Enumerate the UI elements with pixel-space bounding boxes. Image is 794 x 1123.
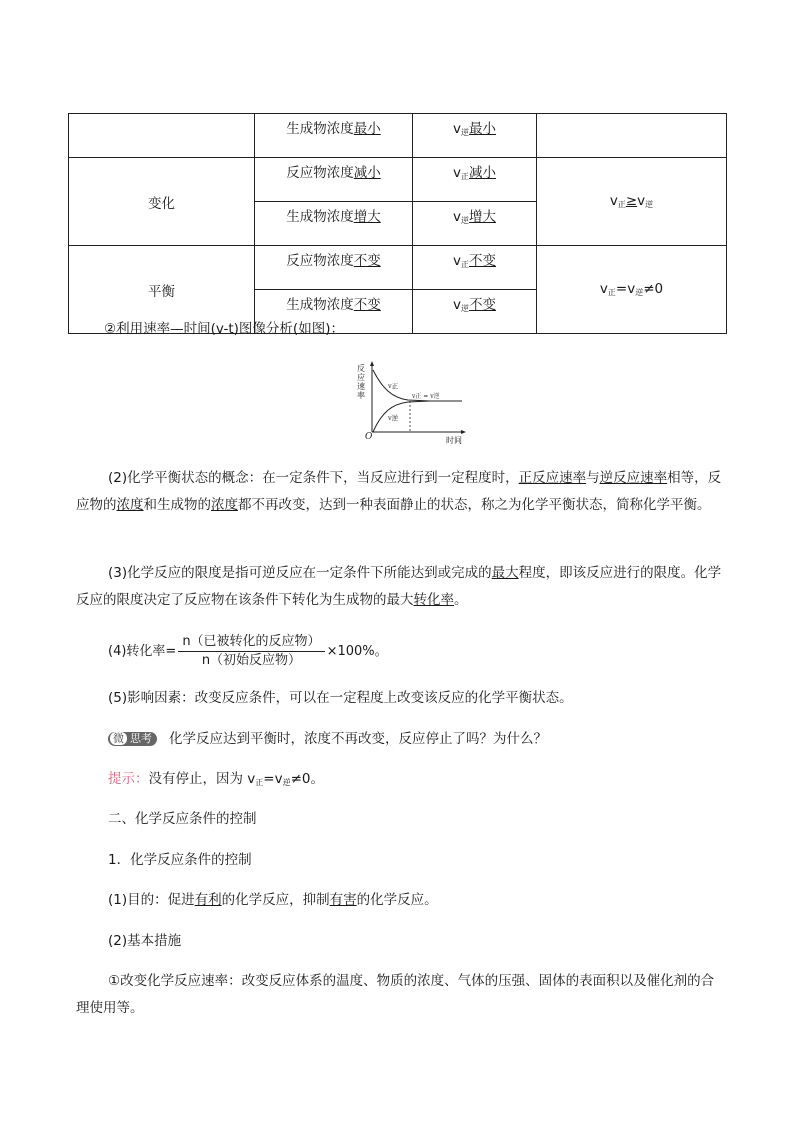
cell-underlined-text: 不变: [469, 297, 496, 313]
underlined-term: 最大: [491, 565, 519, 581]
underlined-term: 浓度: [116, 497, 144, 513]
table-cell: [537, 158, 727, 246]
subscript: 正: [617, 200, 626, 209]
velocity-symbol: v: [453, 165, 461, 181]
velocity-symbol: v: [609, 193, 618, 209]
table-cell: [413, 246, 537, 290]
y-axis-label-char: 应: [357, 373, 365, 382]
text: 和生成物的: [143, 497, 211, 513]
cell-underlined-text: 最小: [353, 121, 381, 137]
underlined-term: 有利: [194, 892, 222, 908]
cell-underlined-text: 增大: [353, 209, 381, 225]
subscript: 逆: [461, 128, 469, 137]
text: (3)化学反应的限度是指可逆反应在一定条件下所能达到或完成的: [108, 565, 492, 581]
text: 。: [454, 592, 468, 608]
subscript: 正: [607, 288, 616, 297]
cell-text: 生成物浓度: [286, 209, 354, 225]
paragraph-vt-intro: ②利用速率—时间(v-t)图像分析(如图)：: [104, 321, 344, 337]
x-axis-arrow: [461, 430, 466, 434]
y-axis-arrow: [370, 361, 374, 366]
text: 与: [586, 470, 600, 486]
text: (2)化学平衡状态的概念：在一定条件下，当反应进行到一定程度时，: [108, 470, 519, 486]
badge-text: 思考: [130, 732, 152, 745]
table-row: [69, 246, 727, 290]
table-cell: [255, 246, 413, 290]
row-label-balance: 平衡: [69, 246, 255, 334]
underlined-term: 有害: [329, 892, 357, 908]
text: 的化学反应，抑制: [221, 892, 330, 908]
paragraph-influencing-factors: (5)影响因素：改变反应条件，可以在一定程度上改变该反应的化学平衡状态。: [108, 690, 573, 706]
text: ≠0。: [290, 771, 324, 787]
y-axis-label-char: 速: [357, 382, 365, 391]
table-cell: [255, 158, 413, 202]
cell-text: 生成物浓度: [286, 121, 354, 137]
cell-text: 反应物浓度: [286, 253, 354, 269]
relation-symbol: ≥: [625, 193, 638, 209]
cell-underlined-text: 不变: [353, 253, 381, 269]
subscript: 正: [255, 778, 264, 787]
velocity-symbol: v: [453, 121, 461, 137]
velocity-symbol: v: [599, 281, 608, 297]
subscript: 逆: [635, 288, 644, 297]
table-cell: [255, 114, 413, 158]
text: =v: [263, 771, 283, 787]
text: (4)转化率=: [108, 644, 177, 659]
underlined-term: 逆反应速率: [599, 470, 668, 486]
think-question: [108, 726, 728, 753]
cell-underlined-text: 减小: [469, 165, 496, 181]
text: 都不再改变，达到一种表面静止的状态，称之为化学平衡状态，简称化学平衡。: [238, 497, 711, 513]
y-axis-label-char: 率: [357, 391, 365, 400]
paragraph-equilibrium-concept: [76, 465, 726, 519]
relation-symbol: =: [615, 281, 628, 297]
badge-char: 微: [110, 732, 127, 745]
question-text: 化学反应达到平衡时，浓度不再改变，反应停止了吗？为什么？: [169, 731, 547, 747]
y-axis-label-char: 反: [357, 364, 365, 373]
forward-rate-label: v正: [388, 382, 399, 390]
table-row: [69, 158, 727, 202]
table-cell: [413, 158, 537, 202]
paragraph-conversion-rate: [108, 632, 708, 672]
cell-text: 生成物浓度: [286, 297, 354, 313]
velocity-symbol: v: [453, 209, 461, 225]
cell-text: 反应物浓度: [286, 165, 354, 181]
text: ×100%。: [326, 644, 388, 659]
subscript: 正: [461, 172, 469, 181]
fraction-denominator: n（初始反应物）: [201, 653, 302, 668]
underlined-term: 正反应速率: [518, 470, 587, 486]
rate-time-graph: [352, 360, 472, 450]
paragraph-change-rate: ①改变化学反应速率：改变反应体系的温度、物质的浓度、气体的压强、固体的表面积以及催化剂的合理使用等。: [76, 973, 715, 1016]
row-label-change: 变化: [69, 158, 255, 246]
table-cell: [537, 114, 727, 158]
subscript: 逆: [282, 778, 291, 787]
subscript: 逆: [645, 200, 654, 209]
text: (1)目的：促进: [108, 892, 195, 908]
hint: [108, 766, 728, 796]
paragraph-goal: [108, 887, 758, 914]
underlined-term: 浓度: [211, 497, 238, 513]
hint-label: 提示：: [108, 771, 149, 787]
table-cell: [255, 202, 413, 246]
fraction-numerator: n（已被转化的反应物）: [178, 633, 324, 652]
think-badge: [108, 732, 157, 746]
table-cell: [69, 114, 255, 158]
subscript: 正: [461, 260, 469, 269]
subscript: 逆: [461, 216, 469, 225]
text: 程度，即该反应进行的限度。化学反应的限度决定了反应物在该条件下转化为生成物的最大: [76, 565, 722, 608]
section-heading: 二、化学反应条件的控制: [108, 811, 257, 827]
cell-underlined-text: 最小: [469, 121, 496, 137]
cell-underlined-text: 不变: [469, 253, 496, 269]
paragraph-reaction-limit: [76, 560, 726, 614]
text: 的化学反应。: [356, 892, 438, 908]
relation-tail: ≠0: [643, 281, 664, 297]
subsection-heading: 1．化学反应条件的控制: [108, 852, 252, 868]
velocity-symbol: v: [453, 253, 461, 269]
underlined-term: 转化率: [413, 592, 454, 608]
reverse-rate-curve: [373, 401, 430, 432]
reverse-rate-label: v逆: [388, 414, 399, 422]
velocity-symbol: v: [627, 281, 636, 297]
cell-underlined-text: 减小: [353, 165, 381, 181]
cell-underlined-text: 增大: [469, 209, 496, 225]
velocity-symbol: v: [637, 193, 646, 209]
velocity-symbol: v: [453, 297, 461, 313]
x-axis-label: 时间: [446, 436, 462, 445]
paragraph-measures: (2)基本措施: [108, 933, 182, 949]
table-row: [69, 114, 727, 158]
subscript: 逆: [461, 304, 469, 313]
equilibrium-table: [68, 113, 727, 334]
text: 相等，反应物的: [76, 470, 722, 513]
text: 没有停止，因为 v: [148, 771, 256, 787]
table-cell: [413, 114, 537, 158]
origin-label: O: [365, 432, 373, 442]
cell-underlined-text: 不变: [353, 297, 381, 313]
equilibrium-label: v正 = v逆: [412, 393, 440, 400]
table-cell: [413, 202, 537, 246]
fraction: [178, 633, 324, 670]
